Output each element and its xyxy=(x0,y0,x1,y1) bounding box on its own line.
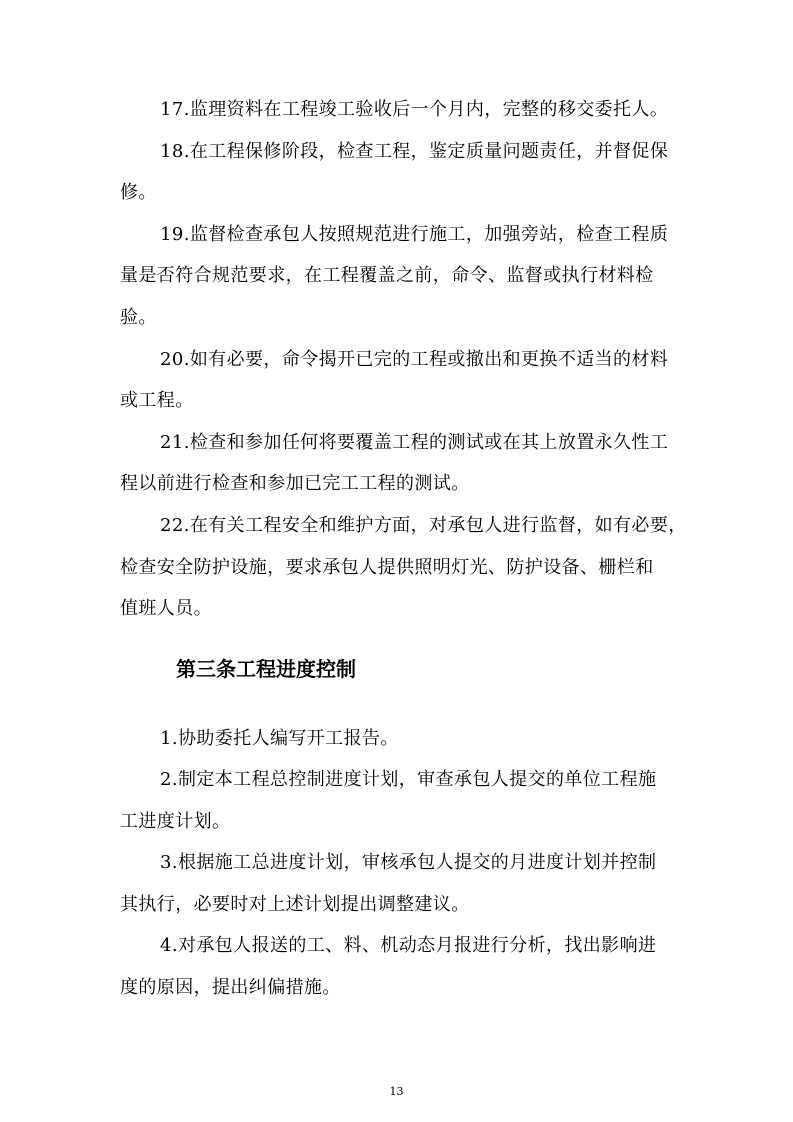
progress-item-2-line-2: 工进度计划。 xyxy=(120,811,231,832)
item-20-line-2: 或工程。 xyxy=(120,390,194,411)
progress-item-4-line-2: 度的原因，提出纠偏措施。 xyxy=(120,977,341,998)
item-19-line-2: 量是否符合规范要求，在工程覆盖之前，命令、监督或执行材料检 xyxy=(120,265,654,286)
item-22-line-3: 值班人员。 xyxy=(120,598,212,619)
item-22-line-2: 检查安全防护设施，要求承包人提供照明灯光、防护设备、栅栏和 xyxy=(120,557,654,578)
item-18-line-1: 18.在工程保修阶段，检查工程，鉴定质量问题责任，并督促保 xyxy=(160,141,669,162)
item-22-line-1: 22.在有关工程安全和维护方面，对承包人进行监督，如有必要， xyxy=(160,515,687,536)
progress-item-3-line-2: 其执行，必要时对上述计划提出调整建议。 xyxy=(120,894,470,915)
item-21-line-2: 程以前进行检查和参加已完工工程的测试。 xyxy=(120,473,470,494)
section-three-heading: 第三条工程进度控制 xyxy=(176,657,356,681)
item-20-line-1: 20.如有必要，命令揭开已完的工程或撤出和更换不适当的材料 xyxy=(160,349,669,370)
page-number: 13 xyxy=(389,1085,404,1098)
item-19-line-3: 验。 xyxy=(120,307,157,328)
progress-item-2-line-1: 2.制定本工程总控制进度计划，审查承包人提交的单位工程施 xyxy=(160,769,657,790)
item-17-line-1: 17.监理资料在工程竣工验收后一个月内，完整的移交委托人。 xyxy=(160,99,669,120)
progress-item-4-line-1: 4.对承包人报送的工、料、机动态月报进行分析，找出影响进 xyxy=(160,935,657,956)
progress-item-1-line-1: 1.协助委托人编写开工报告。 xyxy=(160,728,399,749)
item-21-line-1: 21.检查和参加任何将要覆盖工程的测试或在其上放置永久性工 xyxy=(160,432,669,453)
item-18-line-2: 修。 xyxy=(120,182,157,203)
item-19-line-1: 19.监督检查承包人按照规范进行施工，加强旁站，检查工程质 xyxy=(160,224,669,245)
progress-item-3-line-1: 3.根据施工总进度计划，审核承包人提交的月进度计划并控制 xyxy=(160,852,657,873)
